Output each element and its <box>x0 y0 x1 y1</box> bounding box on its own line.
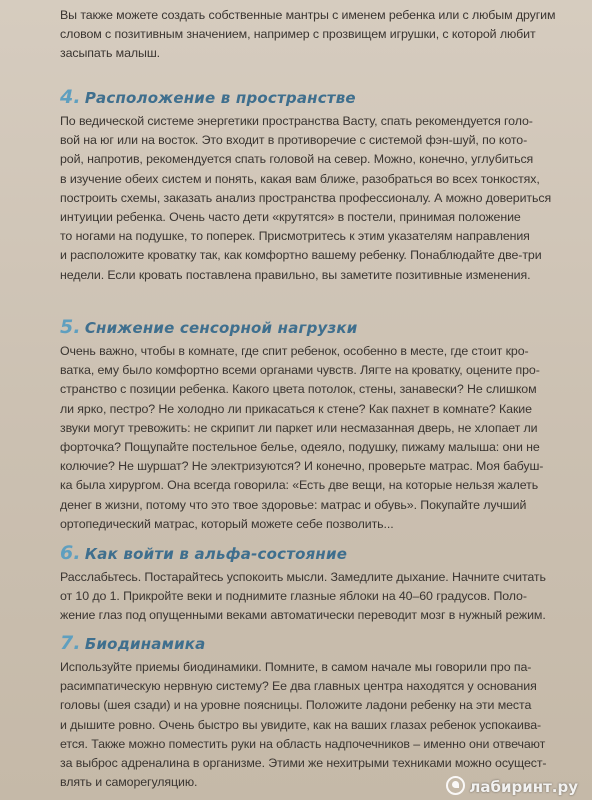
section-number: 5. <box>60 316 81 338</box>
text-line: Используйте приемы биодинамики. Помните, в самом начале мы говорили про па- <box>60 660 532 674</box>
section-number: 6. <box>60 542 81 564</box>
watermark-text: лабиринт.ру <box>469 778 578 796</box>
text-line: построить схемы, заказать анализ пространства профессионалу. А можно довериться <box>60 190 552 205</box>
labirint-logo-icon <box>446 776 465 795</box>
text-line: недели. Если кровать поставлена правильно, вы заметите позитивные изменения. <box>60 267 531 282</box>
text-line: странство с позиции ребенка. Какого цвета потолок, стены, занавески? Не слишком <box>60 382 537 397</box>
text-line: Вы также можете создать собственные мантры с именем ребенка или с любым другим <box>60 8 556 22</box>
text-line: за выброс адреналина в организме. Этими же нехитрыми техниками можно осущест- <box>60 756 547 771</box>
text-line: ватка, ему было комфортно всеми органами чувств. Лягте на кроватку, оцените про- <box>60 363 540 378</box>
watermark <box>446 776 578 796</box>
section-paragraph-4 <box>60 112 574 285</box>
section-heading-5 <box>60 316 358 338</box>
text-line: жение глаз под опущенными веками автоматически переводит мозг в нужный режим. <box>60 608 546 623</box>
text-line: ортопедический матрас, который можете себе позволить... <box>60 516 394 531</box>
text-line: то ногами на подушке, то поперек. Присмотритесь к этим указателям направления <box>60 229 530 244</box>
text-line: ка была хирургом. Она всегда говорила: «Есть две вещи, на которые нельзя жалеть <box>60 478 539 493</box>
section-paragraph-6 <box>60 568 574 626</box>
section-paragraph-5 <box>60 342 574 534</box>
text-line: колючие? Не шуршат? Не электризуются? И конечно, проверьте матрас. Моя бабуш- <box>60 459 544 474</box>
section-heading-4 <box>60 86 356 108</box>
section-paragraph-7 <box>60 658 574 792</box>
text-line: рой, напротив, рекомендуется спать головой на север. Можно, конечно, углубиться <box>60 152 534 167</box>
section-title: Биодинамика <box>84 635 206 653</box>
text-line: в изучение обеих систем и понять, какая вам ближе, разобраться во всех тонкостях, <box>60 171 540 186</box>
text-line: интуиции ребенка. Очень часто дети «крутятся» в постели, принимая положение <box>60 210 521 225</box>
section-number: 4. <box>60 86 81 108</box>
text-line: засыпать малыш. <box>60 46 161 61</box>
text-line: форточка? Пощупайте постельное белье, одеяло, подушку, пижаму малыша: они не <box>60 440 540 455</box>
text-line: расимпатическую нервную систему? Ее два главных центра находятся у основания <box>60 679 537 694</box>
text-line: Расслабьтесь. Постарайтесь успокоить мысли. Замедлите дыхание. Начните считать <box>60 570 546 584</box>
section-title: Как войти в альфа-состояние <box>84 545 348 563</box>
text-line: ли ярко, пестро? Не холодно ли прикасаться к стене? Как пахнет в комнате? Какие <box>60 401 532 416</box>
text-line: и расположите кроватку так, как комфортно вашему ребенку. Понаблюдайте две-три <box>60 248 542 263</box>
section-heading-6 <box>60 542 347 564</box>
text-line: от 10 до 1. Прикройте веки и поднимите глазные яблоки на 40–60 градусов. Поло- <box>60 589 527 604</box>
text-line: вой на юг или на восток. Это входит в противоречие с системой фэн-шуй, по кото- <box>60 133 528 148</box>
intro-paragraph <box>60 6 574 64</box>
text-line: денег в жизни, потому что это твое здоровье: матрас и обувь». Покупайте лучший <box>60 497 527 512</box>
section-heading-7 <box>60 632 205 654</box>
section-number: 7. <box>60 632 81 654</box>
text-line: влять и саморегуляцию. <box>60 775 198 790</box>
text-line: словом с позитивным значением, например с прозвищем игрушки, с которой любит <box>60 27 536 42</box>
text-line: и дышите ровно. Очень быстро вы увидите, как на ваших глазах ребенок успокаива- <box>60 717 542 732</box>
text-line: Очень важно, чтобы в комнате, где спит ребенок, особенно в месте, где стоит кро- <box>60 344 529 358</box>
text-line: ется. Также можно поместить руки на область надпочечников – именно они отвечают <box>60 736 546 751</box>
section-title: Снижение сенсорной нагрузки <box>84 319 358 337</box>
section-title: Расположение в пространстве <box>84 89 356 107</box>
text-line: звуки могут тревожить: не скрипит ли паркет или несмазанная дверь, не хлопает ли <box>60 420 538 435</box>
text-line: По ведической системе энергетики пространства Васту, спать рекомендуется голо- <box>60 114 533 128</box>
text-line: головы (шея сзади) и на уровне поясницы. Положите ладони ребенку на эти места <box>60 698 532 713</box>
